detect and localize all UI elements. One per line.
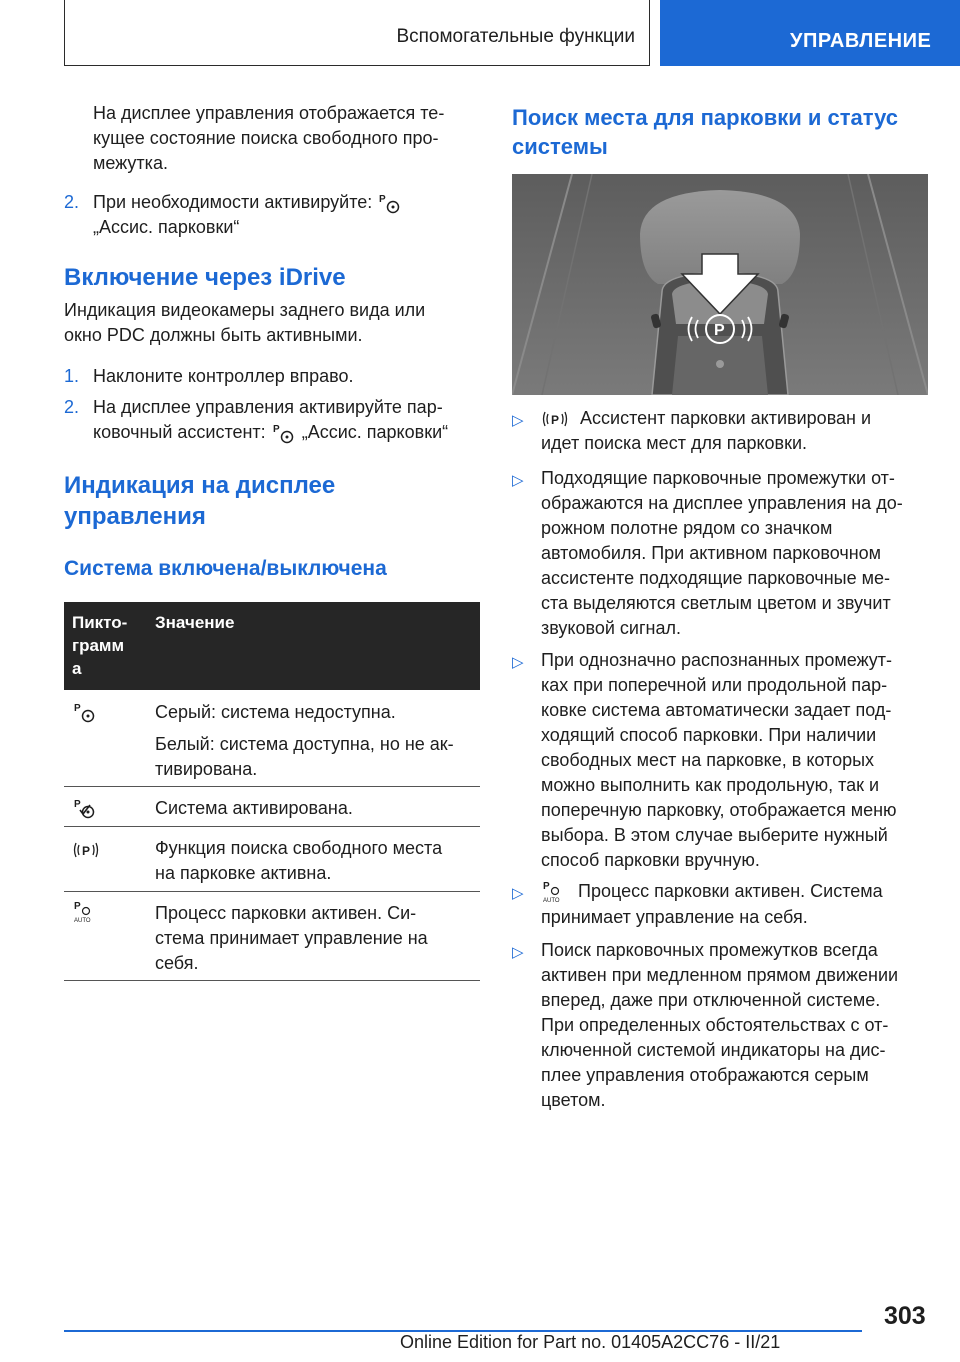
list-item-line: можно выполнить как продольную, так и: [541, 775, 880, 795]
svg-text:P: P: [74, 703, 81, 714]
table-cell-line: Функция поиска свободного места: [155, 838, 443, 858]
list-item-line: ковке система автоматически задает под-: [541, 700, 892, 720]
list-item-line: автомобиля. При активном парковочном: [541, 543, 882, 563]
step-2-line1: При необходимости активируйте:: [93, 192, 373, 212]
svg-text:P: P: [379, 194, 386, 206]
list-item: [541, 466, 903, 641]
step-number: 2.: [64, 397, 80, 417]
intro-line: межутка.: [93, 153, 168, 173]
th-line: Пикто-: [72, 613, 128, 632]
idrive-step-2: [93, 395, 448, 445]
list-item: [541, 938, 898, 1113]
table-cell-line: Процесс парковки активен. Си-: [155, 903, 417, 923]
svg-text:P: P: [272, 424, 280, 436]
intro-line: На дисплее управления отображается те-: [93, 103, 445, 123]
parking-assistant-icon: [271, 421, 297, 445]
table-divider: [64, 786, 480, 787]
header-section-box: [64, 0, 650, 66]
bullet-marker: ▷: [512, 885, 524, 902]
intro-line: кущее состояние поиска свободного про-: [93, 128, 439, 148]
list-item: [541, 648, 897, 873]
step-2-text: [93, 190, 403, 240]
bullet-marker: ▷: [512, 412, 524, 429]
idrive-step-2-line1: На дисплее управления активируйте пар-: [93, 397, 443, 417]
table-cell-line: Серый: система недоступна.: [155, 702, 396, 722]
car-top-view-illustration: [512, 174, 928, 395]
parking-display-image: [512, 174, 928, 395]
table-cell-line: Белый: система доступна, но не ак-: [155, 734, 454, 754]
display-heading: [64, 470, 335, 532]
table-divider: [64, 980, 480, 981]
list-item: [541, 879, 883, 930]
list-item-line: звуковой сигнал.: [541, 618, 682, 638]
bullet-marker: ▷: [512, 654, 524, 671]
list-item-line: Ассистент парковки активирован и: [580, 408, 872, 428]
idrive-step-1: Наклоните контроллер вправо.: [93, 366, 354, 386]
page-number: 303: [884, 1302, 926, 1330]
display-heading-line: управления: [64, 503, 206, 530]
header-chapter-title: УПРАВЛЕНИЕ: [790, 30, 932, 52]
header-section-title: Вспомогательные функции: [396, 26, 635, 47]
display-heading-line: Индикация на дисплее: [64, 472, 336, 499]
svg-text:P: P: [82, 844, 91, 858]
idrive-text: [64, 298, 425, 348]
idrive-step-2-line2b: „Ассис. парковки“: [301, 422, 449, 442]
bullet-marker: ▷: [512, 944, 524, 961]
step-2-line2: „Ассис. парковки“: [93, 217, 240, 238]
list-item-line: ста выделяются светлым цветом и звучит: [541, 593, 891, 613]
list-item-line: Поиск парковочных промежутков всегда: [541, 940, 878, 960]
th-line: грамм: [72, 636, 125, 655]
list-item-line: рожном полотне рядом со значком: [541, 518, 833, 538]
parking-p-label: P: [714, 322, 725, 339]
idrive-step-2-line2a: ковочный ассистент:: [93, 422, 266, 442]
th-line: а: [72, 659, 82, 678]
parking-auto-icon: [72, 899, 98, 925]
table-cell-line: себя.: [155, 953, 199, 973]
table-col-pictogram-header: [72, 611, 127, 680]
table-cell-line: стема принимает управление на: [155, 928, 428, 948]
list-item-line: ображаются на дисплее управления на до-: [541, 493, 903, 513]
parking-search-icon: [541, 407, 569, 431]
step-number: 2.: [64, 192, 80, 212]
list-item-line: идет поиска мест для парковки.: [541, 433, 808, 454]
idrive-heading: Включение через iDrive: [64, 264, 346, 291]
table-row: [155, 836, 442, 886]
table-divider: [64, 891, 480, 892]
step-number: 1.: [64, 366, 80, 386]
system-heading: Система включена/выключена: [64, 557, 387, 580]
parking-assistant-icon: [72, 700, 98, 724]
svg-text:AUTO: AUTO: [543, 898, 560, 905]
parking-assistant-active-icon: [72, 796, 98, 820]
list-item-line: Подходящие парковочные промежутки от-: [541, 468, 895, 488]
header-chapter-box: [660, 0, 960, 66]
idrive-text-line: окно PDC должны быть активными.: [64, 325, 363, 345]
svg-text:P: P: [74, 901, 81, 912]
footer-edition: Online Edition for Part no. 01405A2CC76 - II/21: [400, 1332, 781, 1352]
svg-text:AUTO: AUTO: [74, 918, 91, 924]
list-item-line: цветом.: [541, 1090, 606, 1110]
table-cell-line: тивирована.: [155, 759, 258, 779]
intro-text: [93, 101, 444, 176]
list-item: [541, 406, 871, 456]
parking-search-icon: [72, 838, 100, 862]
list-item-line: ассистенте подходящие парковочные ме-: [541, 568, 890, 588]
heading-line: Поиск места для парковки и статус: [512, 105, 899, 130]
svg-text:P: P: [74, 799, 81, 810]
list-item-line: вперед, даже при отключенной системе.: [541, 990, 881, 1010]
table-cell-line: Система активирована.: [155, 798, 353, 818]
table-row: [155, 796, 353, 821]
bullet-marker: ▷: [512, 472, 524, 489]
heading-line: системы: [512, 134, 608, 159]
table-col-meaning-header: Значение: [155, 613, 235, 632]
list-item-line: активен при медленном прямом движении: [541, 965, 899, 985]
list-item-line: При определенных обстоятельствах с от-: [541, 1015, 889, 1035]
svg-text:P: P: [551, 413, 560, 428]
parking-assistant-icon: [377, 191, 403, 215]
list-item-line: способ парковки вручную.: [541, 850, 760, 870]
idrive-text-line: Индикация видеокамеры заднего вида или: [64, 300, 426, 320]
list-item-line: свободных мест на парковке, в которых: [541, 750, 875, 770]
list-item-line: Процесс парковки активен. Система: [578, 881, 883, 901]
table-row: [155, 901, 428, 976]
svg-text:P: P: [543, 881, 550, 893]
table-row: [155, 700, 454, 782]
table-cell-line: на парковке активна.: [155, 863, 332, 883]
parking-search-heading: [512, 103, 898, 161]
list-item-line: принимает управление на себя.: [541, 907, 808, 928]
list-item-line: ходящий способ парковки. При наличии: [541, 725, 877, 745]
list-item-line: ключенной системой индикаторы на дис-: [541, 1040, 886, 1060]
list-item-line: выбора. В этом случае выберите нужный: [541, 825, 888, 845]
table-divider: [64, 826, 480, 827]
parking-auto-icon: [541, 879, 567, 905]
list-item-line: плее управления отображаются серым: [541, 1065, 869, 1085]
list-item-line: При однозначно распознанных промежут-: [541, 650, 893, 670]
list-item-line: ках при поперечной или продольной пар-: [541, 675, 888, 695]
list-item-line: поперечную парковку, отображается меню: [541, 800, 897, 820]
